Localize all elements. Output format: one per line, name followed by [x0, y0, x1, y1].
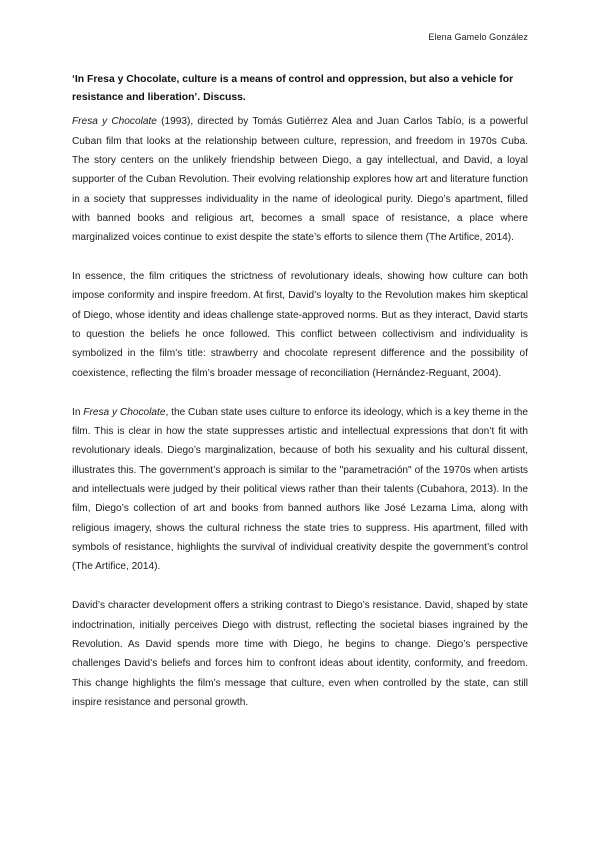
- paragraph-3: [72, 403, 528, 577]
- film-title-italic: Fresa y Chocolate: [72, 116, 157, 128]
- paragraph-2: [72, 267, 528, 383]
- essay-title: ‘In Fresa y Chocolate, culture is a means of control and oppression, but also a vehicle for resistance and liberation’. Discuss.: [72, 74, 514, 103]
- paragraph-prefix: In: [72, 406, 84, 418]
- paragraph-text: David’s character development offers a striking contrast to Diego’s resistance. David, shaped by state indoctrination, initially perceives Diego with distrust, reflecting the societal biases ingrained by the Revolution. As David spends more time with Diego, he begins to change. Diego’s perspective challenges David’s beliefs and forces him to confront ideas about identity, conformity, and freedom. This change highlights the film’s message that culture, even when controlled by the state, can still inspire resistance and personal growth.: [72, 600, 528, 708]
- film-title-italic: Fresa y Chocolate: [83, 406, 166, 418]
- essay-body: [72, 71, 528, 732]
- paragraph-4: [72, 596, 528, 712]
- paragraph-text: (1993), directed by Tomás Gutiérrez Alea and Juan Carlos Tabío, is a powerful Cuban film that looks at the relationship between culture, repression, and freedom in 1970s Cuba. The story centers on the unlikely friendship between Diego, a gay intellectual, and David, a loyal supporter of the Cuban Revolution. Their evolving relationship explores how art and literature function in a society that suppresses individuality in the name of ideological purity. Diego’s apartment, filled with banned books and religious art, becomes a small space of resistance, a place where marginalized voices continue to exist despite the state’s efforts to silence them (The Artifice, 2014).: [72, 116, 528, 244]
- author-name: Elena Gamelo González: [428, 32, 528, 42]
- paragraph-text: In essence, the film critiques the strictness of revolutionary ideals, showing how culture can both impose conformity and inspire freedom. At first, David’s loyalty to the Revolution makes him skeptical of Diego, whose identity and ideas challenge state-approved norms. But as they interact, David starts to question the beliefs he once followed. This conflict between collectivism and individuality is symbolized in the film’s title: strawberry and chocolate represent difference and the possibility of coexistence, reflecting the film’s broader message of reconciliation (Hernández-Reguant, 2004).: [72, 271, 528, 379]
- paragraph-1: [72, 112, 528, 247]
- paragraph-text: , the Cuban state uses culture to enforce its ideology, which is a key theme in the film. This is clear in how the state suppresses artistic and intellectual expressions that don’t fit with revolutionary ideals. Diego’s marginalization, because of both his sexuality and his cultural dissent, illustrates this. The government’s approach is similar to the "parametración" of the 1970s when artists and intellectuals were judged by their political views rather than their talents (Cubahora, 2013). In the film, Diego’s collection of art and books from banned authors like José Lezama Lima, along with religious imagery, shows the cultural richness the state tries to suppress. His apartment, filled with symbols of resistance, highlights the survival of individual creativity despite the government’s control (The Artifice, 2014).: [72, 406, 528, 573]
